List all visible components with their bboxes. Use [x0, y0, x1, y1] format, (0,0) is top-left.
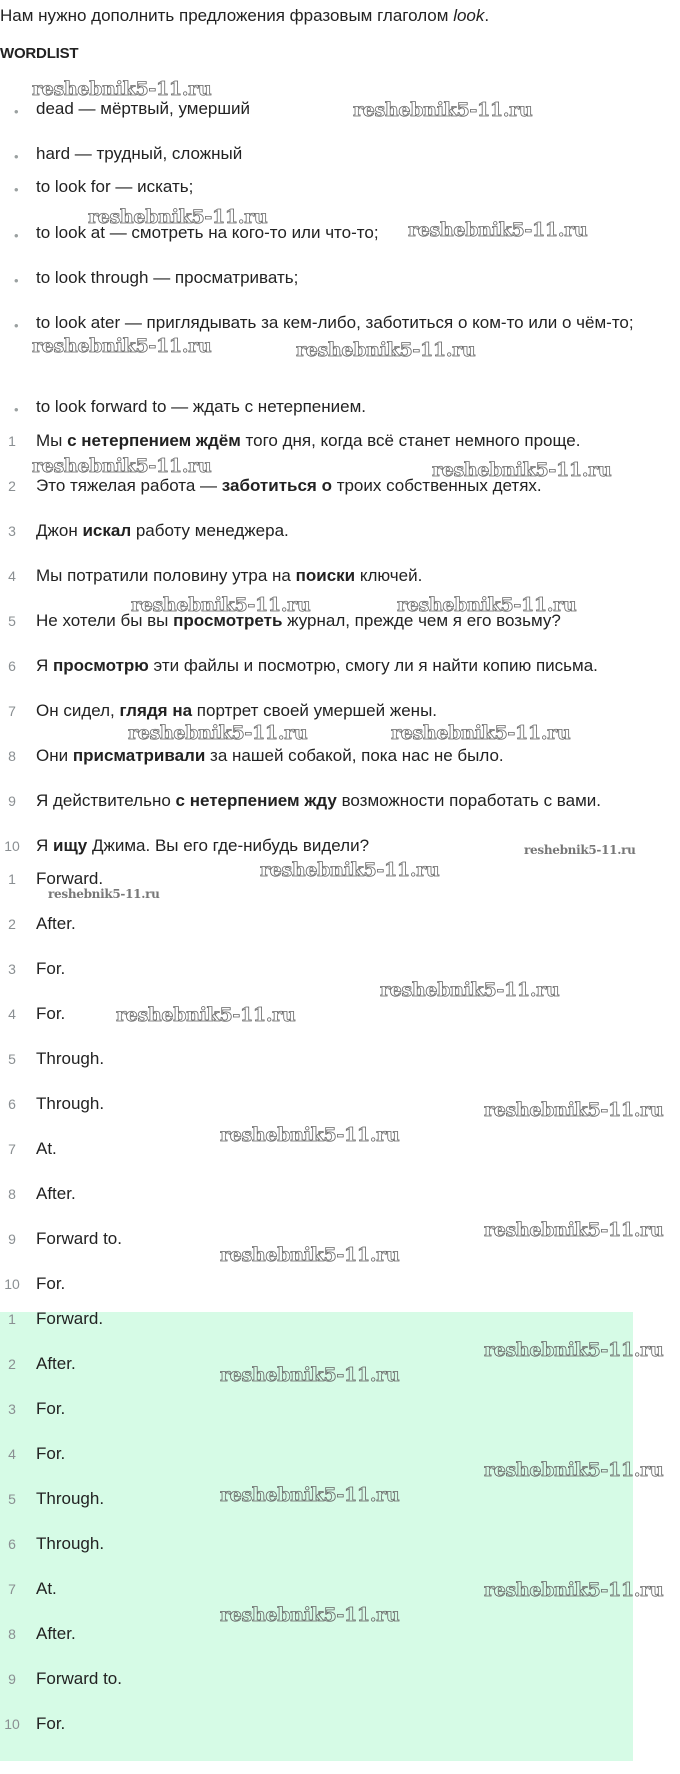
sentence-number: 2	[8, 478, 16, 494]
watermark: reshebnik5-11.ru	[524, 843, 636, 857]
answer-number: 4	[8, 1006, 16, 1022]
answer-number: 5	[8, 1491, 16, 1507]
answer-number: 4	[8, 1446, 16, 1462]
answer-number: 2	[8, 916, 16, 932]
watermark: reshebnik5-11.ru	[397, 594, 577, 616]
sentence-text: Он сидел, глядя на портрет своей умершей жены.	[36, 701, 438, 720]
answer-number: 10	[4, 1716, 20, 1732]
bullet-icon: •	[14, 182, 19, 197]
watermark: reshebnik5-11.ru	[353, 99, 533, 121]
watermark: reshebnik5-11.ru	[220, 1604, 400, 1626]
answer-text: For.	[36, 1444, 66, 1463]
answer-number: 1	[8, 871, 16, 887]
watermark: reshebnik5-11.ru	[484, 1459, 664, 1481]
wordlist-item-text: to look forward to — ждать с нетерпением.	[36, 397, 366, 416]
sentence-text: Я просмотрю эти файлы и посмотрю, смогу ли я найти копию письма.	[36, 656, 598, 675]
wordlist-item-text: to look ater — приглядывать за кем-либо, заботиться о ком-то или о чём-то;	[36, 313, 634, 332]
wordlist-item-text: to look through — просматривать;	[36, 268, 299, 287]
wordlist-title: WORDLIST	[0, 45, 79, 62]
watermark: reshebnik5-11.ru	[260, 859, 440, 881]
sentence-number: 5	[8, 613, 16, 629]
sentence-number: 7	[8, 703, 16, 719]
answer-text: For.	[36, 959, 66, 978]
sentence-text: Мы потратили половину утра на поиски ключей.	[36, 566, 423, 585]
watermark: reshebnik5-11.ru	[32, 455, 212, 477]
answer-text: For.	[36, 1004, 66, 1023]
sentence-number: 10	[4, 838, 20, 854]
sentence-text: Я ищу Джима. Вы его где-нибудь видели?	[36, 836, 370, 855]
watermark: reshebnik5-11.ru	[432, 459, 612, 481]
answer-number: 10	[4, 1276, 20, 1292]
answer-number: 7	[8, 1141, 16, 1157]
sentence-number: 9	[8, 793, 16, 809]
answer-number: 6	[8, 1536, 16, 1552]
answer-text: At.	[36, 1579, 57, 1598]
sentence-text: Я действительно с нетерпением жду возможности поработать с вами.	[36, 791, 601, 810]
watermark: reshebnik5-11.ru	[32, 335, 212, 357]
intro-end: .	[484, 6, 490, 25]
answer-text: Forward to.	[36, 1669, 122, 1688]
answer-number: 7	[8, 1581, 16, 1597]
watermark: reshebnik5-11.ru	[296, 339, 476, 361]
sentence-number: 3	[8, 523, 16, 539]
watermark: reshebnik5-11.ru	[32, 78, 212, 100]
bullet-icon: •	[14, 228, 19, 243]
watermark: reshebnik5-11.ru	[380, 979, 560, 1001]
watermark: reshebnik5-11.ru	[408, 219, 588, 241]
answer-text: For.	[36, 1274, 66, 1293]
watermark: reshebnik5-11.ru	[484, 1339, 664, 1361]
watermark: reshebnik5-11.ru	[220, 1364, 400, 1386]
sentence-text: Джон искал работу менеджера.	[36, 521, 289, 540]
wordlist-item-text: to look at — смотреть на кого-то или что-то;	[36, 223, 379, 242]
watermark: reshebnik5-11.ru	[116, 1004, 296, 1026]
watermark: reshebnik5-11.ru	[391, 722, 571, 744]
watermark: reshebnik5-11.ru	[48, 887, 160, 901]
wordlist-item-text: hard — трудный, сложный	[36, 144, 243, 163]
answer-text: Through.	[36, 1534, 105, 1553]
sentence-number: 4	[8, 568, 16, 584]
answer-text: Forward.	[36, 1309, 104, 1328]
sentence-number: 1	[8, 433, 16, 449]
sentence-text: Это тяжелая работа — заботиться о троих собственных детях.	[36, 476, 542, 495]
wordlist-item-text: dead — мёртвый, умерший	[36, 99, 251, 118]
answer-number: 8	[8, 1186, 16, 1202]
answer-number: 9	[8, 1671, 16, 1687]
sentence-text: Не хотели бы вы просмотреть журнал, прежде чем я его возьму?	[36, 611, 561, 630]
answer-number: 9	[8, 1231, 16, 1247]
answer-number: 3	[8, 961, 16, 977]
bullet-icon: •	[14, 402, 19, 417]
watermark: reshebnik5-11.ru	[220, 1484, 400, 1506]
answer-text: After.	[36, 1624, 76, 1643]
watermark: reshebnik5-11.ru	[88, 206, 268, 228]
bullet-icon: •	[14, 104, 19, 119]
watermark: reshebnik5-11.ru	[128, 722, 308, 744]
answer-text: After.	[36, 1354, 76, 1373]
task-intro	[0, 6, 489, 26]
sentence-text: Мы с нетерпением ждём того дня, когда всё станет немного проще.	[36, 431, 581, 450]
intro-verb: look	[453, 6, 485, 25]
answer-text: For.	[36, 1399, 66, 1418]
answer-text: Through.	[36, 1094, 105, 1113]
answer-number: 6	[8, 1096, 16, 1112]
watermark: reshebnik5-11.ru	[220, 1124, 400, 1146]
answer-number: 5	[8, 1051, 16, 1067]
answer-text: Through.	[36, 1489, 105, 1508]
answer-number: 3	[8, 1401, 16, 1417]
wordlist-item-text: to look for — искать;	[36, 177, 194, 196]
sentence-text: Они присматривали за нашей собакой, пока нас не было.	[36, 746, 504, 765]
bullet-icon: •	[14, 318, 19, 333]
answer-number: 2	[8, 1356, 16, 1372]
watermark: reshebnik5-11.ru	[484, 1219, 664, 1241]
answer-text: After.	[36, 914, 76, 933]
bullet-icon: •	[14, 273, 19, 288]
answer-text: Forward to.	[36, 1229, 122, 1248]
watermark: reshebnik5-11.ru	[220, 1244, 400, 1266]
answer-text: Forward.	[36, 869, 104, 888]
answer-number: 1	[8, 1311, 16, 1327]
answer-number: 8	[8, 1626, 16, 1642]
answer-text: At.	[36, 1139, 57, 1158]
answer-text: After.	[36, 1184, 76, 1203]
watermark: reshebnik5-11.ru	[131, 594, 311, 616]
answer-text: Through.	[36, 1049, 105, 1068]
sentence-number: 6	[8, 658, 16, 674]
sentence-number: 8	[8, 748, 16, 764]
answer-text: For.	[36, 1714, 66, 1733]
bullet-icon: •	[14, 149, 19, 164]
watermark: reshebnik5-11.ru	[484, 1099, 664, 1121]
intro-text: Нам нужно дополнить предложения фразовым глаголом	[0, 6, 454, 25]
watermark: reshebnik5-11.ru	[484, 1579, 664, 1601]
